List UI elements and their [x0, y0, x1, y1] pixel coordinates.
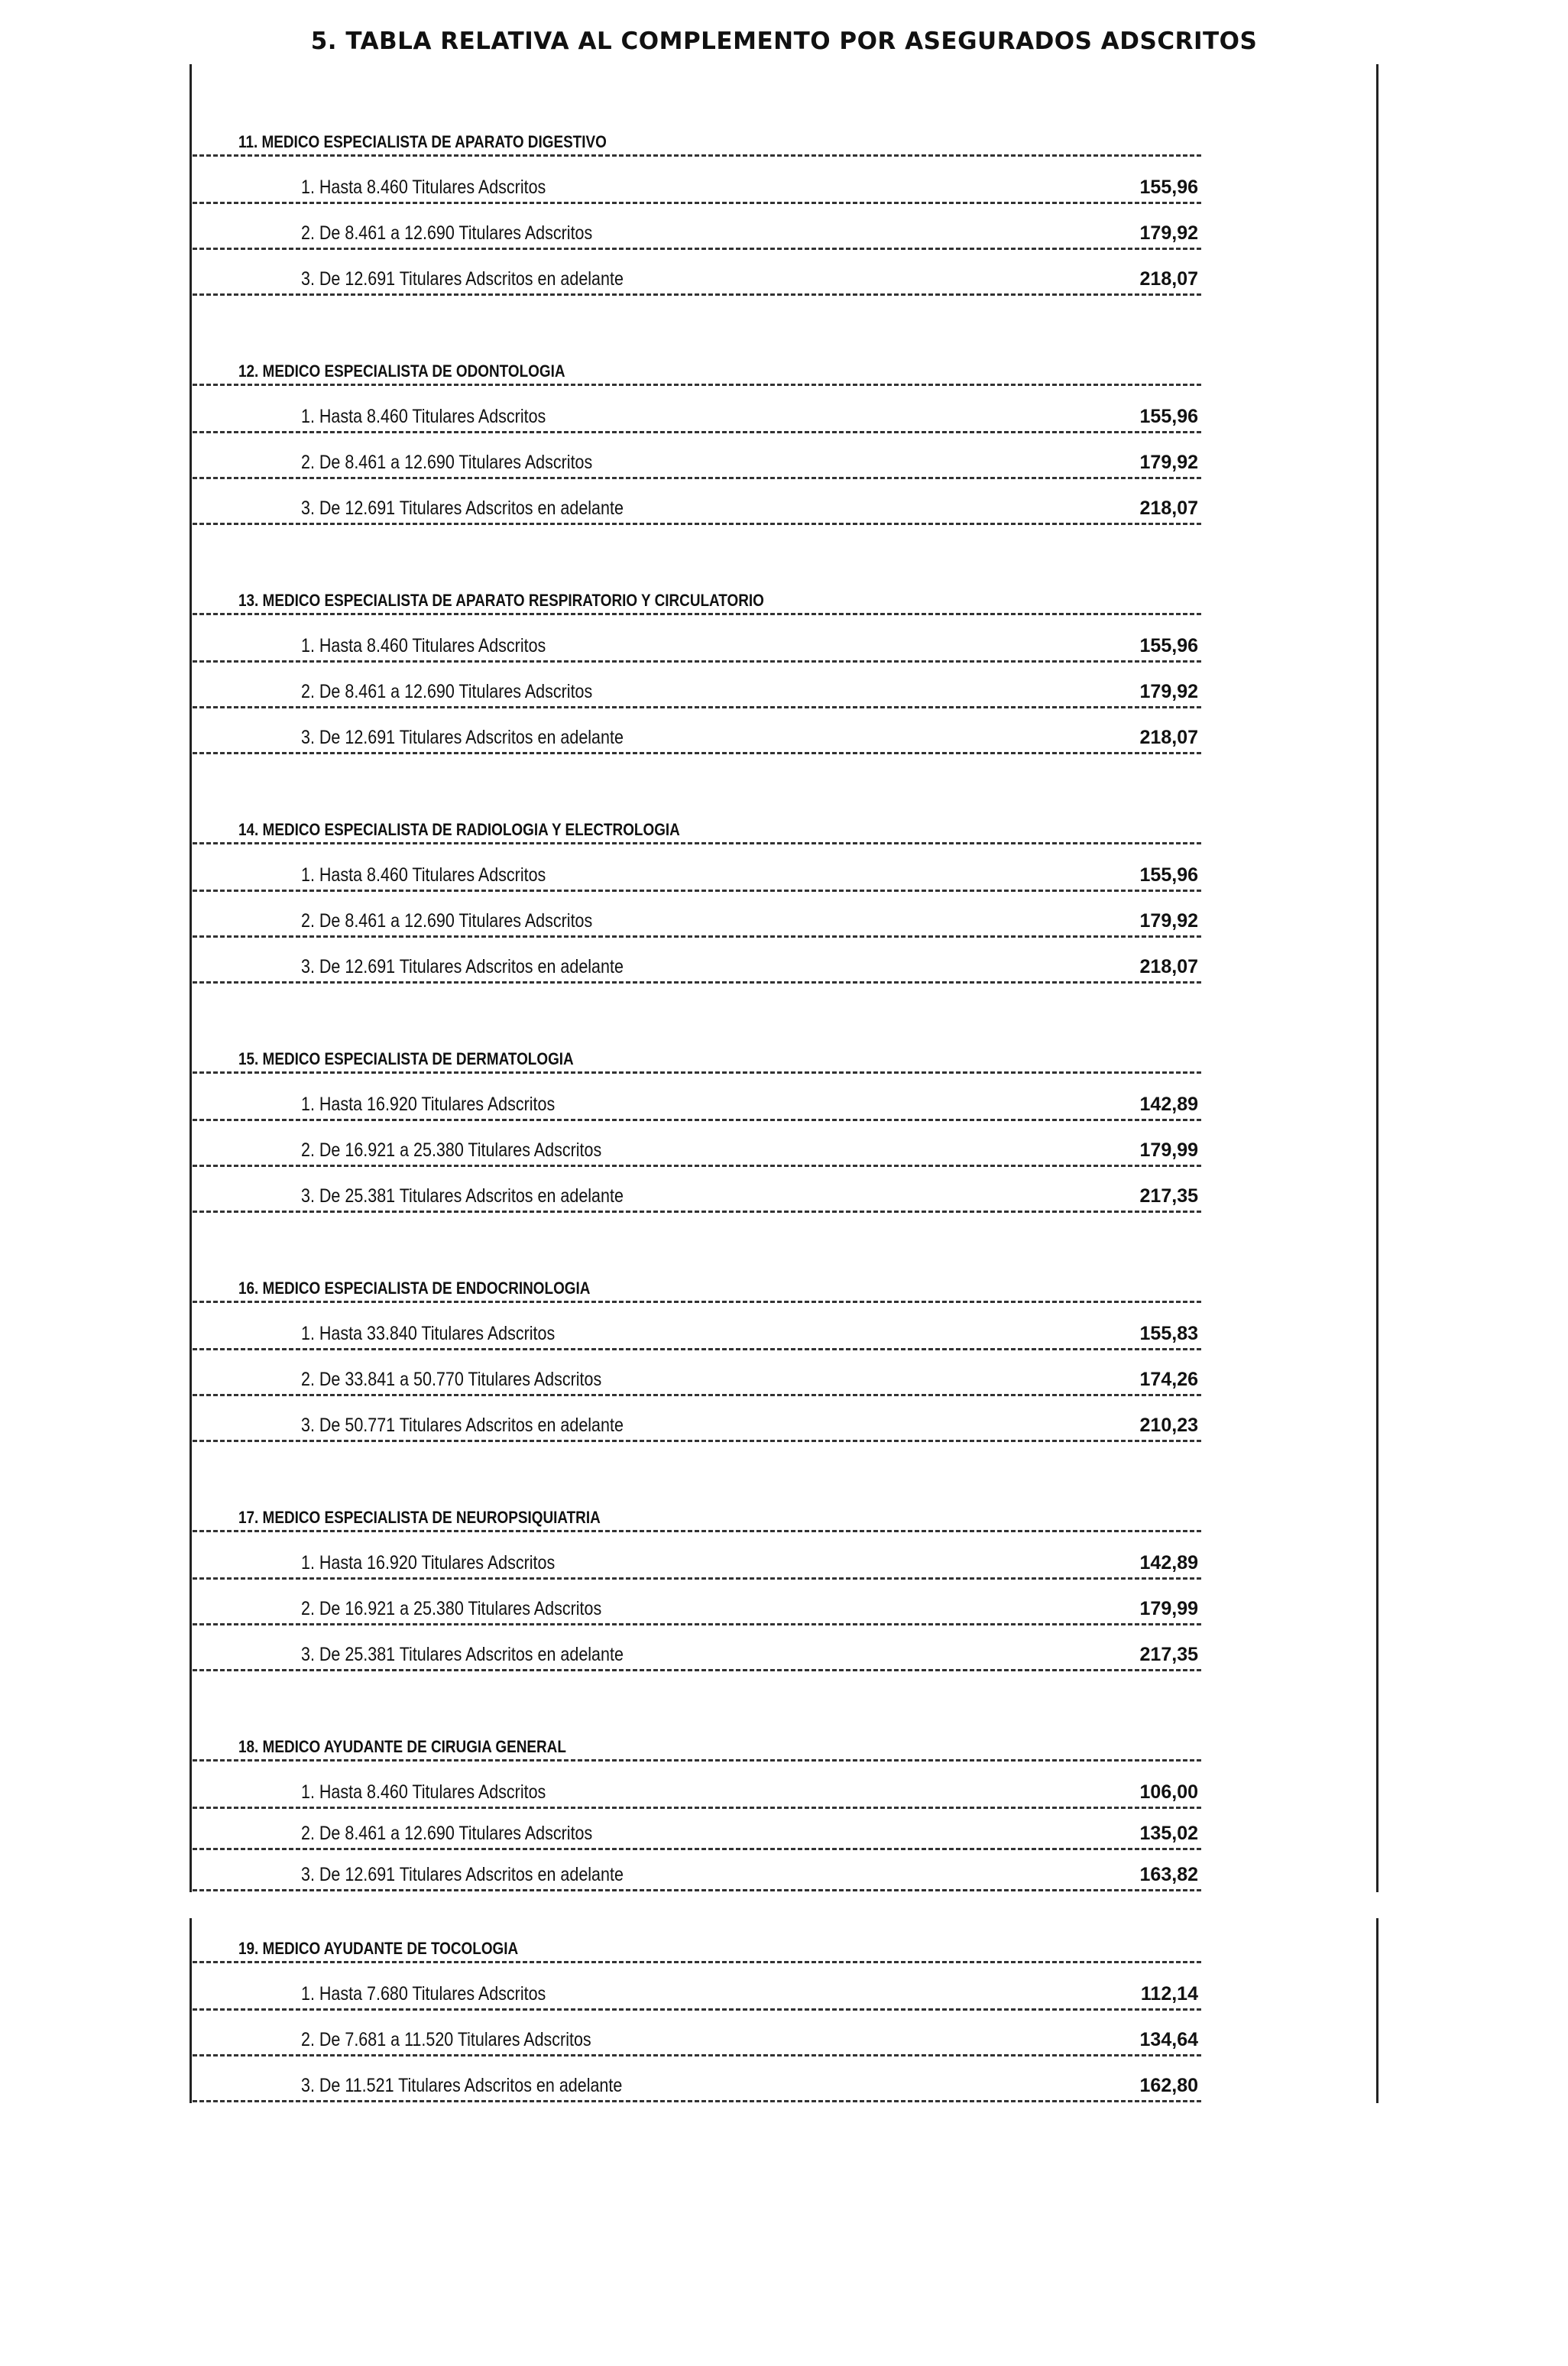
table-row: [193, 1863, 1201, 1889]
row-label: 2. De 16.921 a 25.380 Titulares Adscritos: [301, 1139, 602, 1161]
table-row: [193, 405, 1201, 431]
row-label: 1. Hasta 33.840 Titulares Adscritos: [301, 1323, 556, 1344]
row-value: 179,99: [1139, 1139, 1198, 1161]
row-label: 3. De 25.381 Titulares Adscritos en adelante: [301, 1185, 624, 1207]
row-label: 1. Hasta 16.920 Titulares Adscritos: [301, 1552, 556, 1574]
dashed-divider: [193, 431, 1201, 433]
row-value: 217,35: [1139, 1644, 1198, 1665]
section-title: 18. MEDICO AYUDANTE DE CIRUGIA GENERAL: [238, 1737, 566, 1756]
table-row: [193, 1368, 1201, 1394]
row-value: 155,83: [1139, 1323, 1198, 1344]
row-label: 3. De 12.691 Titulares Adscritos en adelante: [301, 956, 624, 977]
row-value: 218,07: [1139, 956, 1198, 977]
dashed-divider: [193, 2100, 1201, 2102]
row-label: 3. De 50.771 Titulares Adscritos en adelante: [301, 1415, 624, 1436]
dashed-divider: [193, 1961, 1201, 1963]
row-value: 163,82: [1139, 1864, 1198, 1885]
row-value: 134,64: [1139, 2029, 1198, 2050]
dashed-divider: [193, 1759, 1201, 1762]
dashed-divider: [193, 1807, 1201, 1809]
table-row: [193, 497, 1201, 523]
table-border-right-upper: [1376, 64, 1378, 1892]
dashed-divider: [193, 384, 1201, 386]
row-value: 179,92: [1139, 681, 1198, 702]
dashed-divider: [193, 981, 1201, 984]
section-title: 13. MEDICO ESPECIALISTA DE APARATO RESPIRATORIO Y CIRCULATORIO: [238, 591, 764, 610]
dashed-divider: [193, 523, 1201, 525]
section-title: 12. MEDICO ESPECIALISTA DE ODONTOLOGIA: [238, 361, 565, 381]
dashed-divider: [193, 293, 1201, 296]
row-value: 162,80: [1139, 2075, 1198, 2096]
row-value: 217,35: [1139, 1185, 1198, 1207]
dashed-divider: [193, 1119, 1201, 1121]
row-value: 210,23: [1139, 1415, 1198, 1436]
row-label: 3. De 12.691 Titulares Adscritos en adelante: [301, 268, 624, 290]
row-value: 218,07: [1139, 498, 1198, 519]
table-row: [193, 1643, 1201, 1669]
row-value: 155,96: [1139, 177, 1198, 198]
page-title: 5. TABLA RELATIVA AL COMPLEMENTO POR ASEGURADOS ADSCRITOS: [310, 28, 1258, 55]
row-label: 2. De 8.461 a 12.690 Titulares Adscritos: [301, 681, 593, 702]
row-value: 179,92: [1139, 222, 1198, 244]
table-row: [193, 1139, 1201, 1165]
table-row: [193, 1093, 1201, 1119]
dashed-divider: [193, 1530, 1201, 1532]
section-title: 16. MEDICO ESPECIALISTA DE ENDOCRINOLOGIA: [238, 1279, 591, 1298]
dashed-divider: [193, 842, 1201, 844]
row-value: 155,96: [1139, 406, 1198, 427]
row-label: 1. Hasta 8.460 Titulares Adscritos: [301, 635, 546, 656]
table-row: [193, 864, 1201, 890]
row-label: 2. De 8.461 a 12.690 Titulares Adscritos: [301, 452, 593, 473]
row-label: 1. Hasta 8.460 Titulares Adscritos: [301, 1781, 546, 1803]
dashed-divider: [193, 1394, 1201, 1396]
dashed-divider: [193, 202, 1201, 204]
table-row: [193, 267, 1201, 293]
table-row: [193, 451, 1201, 477]
row-label: 3. De 12.691 Titulares Adscritos en adelante: [301, 1864, 624, 1885]
dashed-divider: [193, 2008, 1201, 2011]
dashed-divider: [193, 1211, 1201, 1213]
dashed-divider: [193, 1165, 1201, 1167]
row-value: 142,89: [1139, 1552, 1198, 1574]
table-border-left-upper: [190, 64, 192, 1892]
row-label: 1. Hasta 16.920 Titulares Adscritos: [301, 1094, 556, 1115]
row-value: 179,92: [1139, 910, 1198, 932]
dashed-divider: [193, 935, 1201, 938]
dashed-divider: [193, 660, 1201, 663]
row-label: 3. De 11.521 Titulares Adscritos en adelante: [301, 2075, 623, 2096]
dashed-divider: [193, 1577, 1201, 1580]
row-label: 2. De 8.461 a 12.690 Titulares Adscritos: [301, 222, 593, 244]
section-title: 17. MEDICO ESPECIALISTA DE NEUROPSIQUIATRIA: [238, 1508, 601, 1527]
table-row: [193, 1597, 1201, 1623]
row-label: 2. De 7.681 a 11.520 Titulares Adscritos: [301, 2029, 591, 2050]
row-value: 142,89: [1139, 1094, 1198, 1115]
section-title: 11. MEDICO ESPECIALISTA DE APARATO DIGESTIVO: [238, 132, 607, 151]
row-value: 218,07: [1139, 727, 1198, 748]
table-row: [193, 634, 1201, 660]
row-value: 218,07: [1139, 268, 1198, 290]
dashed-divider: [193, 1623, 1201, 1625]
row-label: 2. De 8.461 a 12.690 Titulares Adscritos: [301, 1823, 593, 1844]
dashed-divider: [193, 1440, 1201, 1442]
table-row: [193, 955, 1201, 981]
row-value: 155,96: [1139, 864, 1198, 886]
section-title: 19. MEDICO AYUDANTE DE TOCOLOGIA: [238, 1939, 519, 1958]
table-row: [193, 1414, 1201, 1440]
table-row: [193, 2074, 1201, 2100]
dashed-divider: [193, 2054, 1201, 2056]
table-row: [193, 909, 1201, 935]
table-row: [193, 222, 1201, 248]
row-value: 174,26: [1139, 1369, 1198, 1390]
dashed-divider: [193, 248, 1201, 250]
table-row: [193, 1781, 1201, 1807]
dashed-divider: [193, 1071, 1201, 1074]
row-value: 106,00: [1139, 1781, 1198, 1803]
dashed-divider: [193, 1848, 1201, 1850]
dashed-divider: [193, 1669, 1201, 1671]
row-value: 135,02: [1139, 1823, 1198, 1844]
row-label: 1. Hasta 8.460 Titulares Adscritos: [301, 177, 546, 198]
dashed-divider: [193, 1889, 1201, 1891]
dashed-divider: [193, 890, 1201, 892]
table-row: [193, 1185, 1201, 1211]
dashed-divider: [193, 154, 1201, 157]
row-label: 2. De 33.841 a 50.770 Titulares Adscritos: [301, 1369, 602, 1390]
table-row: [193, 1822, 1201, 1848]
table-row: [193, 680, 1201, 706]
row-label: 1. Hasta 8.460 Titulares Adscritos: [301, 406, 546, 427]
dashed-divider: [193, 477, 1201, 479]
table-border-left-lower: [190, 1918, 192, 2103]
row-label: 3. De 12.691 Titulares Adscritos en adelante: [301, 727, 624, 748]
table-row: [193, 726, 1201, 752]
section-title: 14. MEDICO ESPECIALISTA DE RADIOLOGIA Y ELECTROLOGIA: [238, 820, 680, 839]
row-label: 1. Hasta 8.460 Titulares Adscritos: [301, 864, 546, 886]
row-value: 179,92: [1139, 452, 1198, 473]
table-row: [193, 1322, 1201, 1348]
dashed-divider: [193, 613, 1201, 615]
section-title: 15. MEDICO ESPECIALISTA DE DERMATOLOGIA: [238, 1049, 574, 1068]
dashed-divider: [193, 1301, 1201, 1303]
row-label: 1. Hasta 7.680 Titulares Adscritos: [301, 1983, 546, 2005]
row-label: 2. De 8.461 a 12.690 Titulares Adscritos: [301, 910, 593, 932]
table-row: [193, 1982, 1201, 2008]
row-value: 179,99: [1139, 1598, 1198, 1619]
dashed-divider: [193, 1348, 1201, 1350]
row-label: 2. De 16.921 a 25.380 Titulares Adscritos: [301, 1598, 602, 1619]
table-row: [193, 176, 1201, 202]
table-row: [193, 1551, 1201, 1577]
table-row: [193, 2028, 1201, 2054]
row-label: 3. De 12.691 Titulares Adscritos en adelante: [301, 498, 624, 519]
dashed-divider: [193, 706, 1201, 708]
table-border-right-lower: [1376, 1918, 1378, 2103]
row-label: 3. De 25.381 Titulares Adscritos en adelante: [301, 1644, 624, 1665]
row-value: 112,14: [1140, 1983, 1198, 2005]
row-value: 155,96: [1139, 635, 1198, 656]
dashed-divider: [193, 752, 1201, 754]
